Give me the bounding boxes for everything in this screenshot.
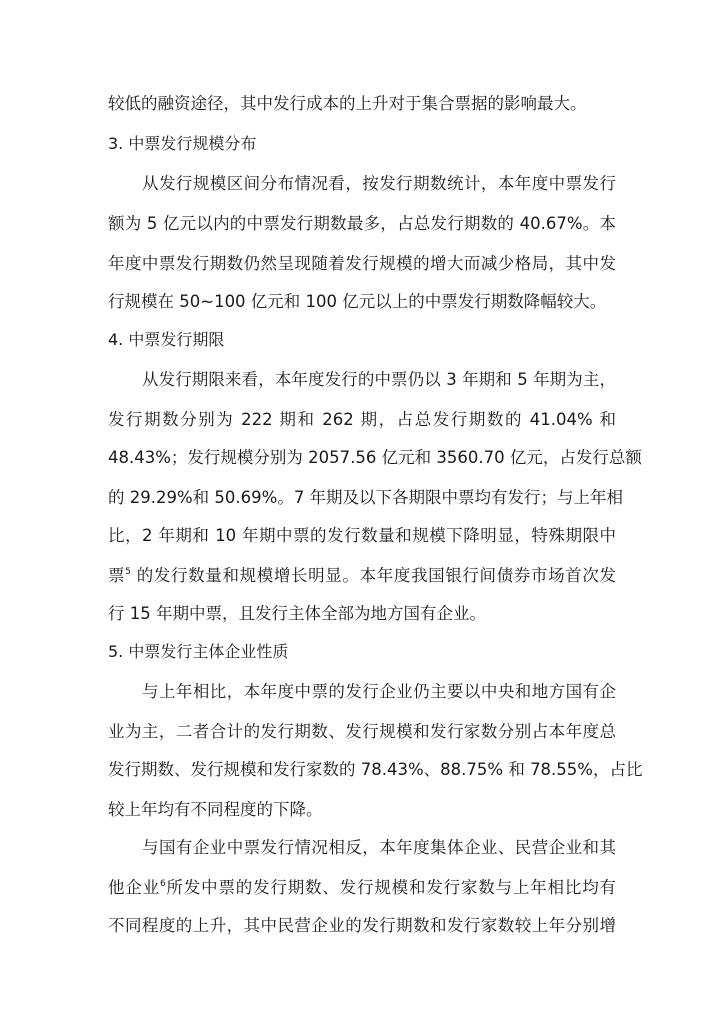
paragraph-line-with-footnote	[108, 876, 616, 900]
paragraph-line: 年度中票发行期数仍然呈现随着发行规模的增大而减少格局，其中发	[108, 254, 616, 273]
footnote-marker: 6	[159, 879, 166, 889]
section-heading-3: 3. 中票发行规模分布	[108, 134, 257, 153]
section-heading-5: 5. 中票发行主体企业性质	[108, 642, 289, 661]
paragraph-line: 较上年均有不同程度的下降。	[108, 800, 323, 819]
line-text: 所发中票的发行期数、发行规模和发行家数与上年相比均有	[165, 878, 617, 897]
paragraph-line: 行规模在 50~100 亿元和 100 亿元以上的中票发行期数降幅较大。	[108, 292, 607, 311]
paragraph-line: 与上年相比，本年度中票的发行企业仍主要以中央和地方国有企	[142, 682, 616, 701]
paragraph-line: 业为主，二者合计的发行期数、发行规模和发行家数分别占本年度总	[108, 722, 616, 741]
paragraph-line-with-footnote	[108, 564, 616, 588]
paragraph-line: 从发行规模区间分布情况看，按发行期数统计，本年度中票发行	[142, 174, 616, 193]
paragraph-line: 比，2 年期和 10 年期中票的发行数量和规模下降明显，特殊期限中	[108, 526, 616, 545]
paragraph-line: 额为 5 亿元以内的中票发行期数最多，占总发行期数的 40.67%。本	[108, 214, 616, 233]
paragraph-line: 从发行期限来看，本年度发行的中票仍以 3 年期和 5 年期为主，	[142, 370, 616, 389]
paragraph-line: 不同程度的上升，其中民营企业的发行期数和发行家数较上年分别增	[108, 916, 616, 935]
line-text: 票	[108, 566, 126, 585]
paragraph-line: 与国有企业中票发行情况相反，本年度集体企业、民营企业和其	[142, 838, 616, 857]
paragraph-line: 48.43%；发行规模分别为 2057.56 亿元和 3560.70 亿元，占发行总额	[108, 448, 642, 467]
paragraph-line: 行 15 年期中票，且发行主体全部为地方国有企业。	[108, 604, 486, 623]
paragraph-line: 发行期数分别为 222 期和 262 期，占总发行期数的 41.04% 和	[108, 410, 616, 429]
paragraph-line: 的 29.29%和 50.69%。7 年期及以下各期限中票均有发行；与上年相	[108, 488, 624, 507]
footnote-marker: 5	[125, 567, 131, 577]
paragraph-line: 发行期数、发行规模和发行家数的 78.43%、88.75% 和 78.55%，占比	[108, 760, 643, 779]
line-text: 的发行数量和规模增长明显。本年度我国银行间债券市场首次发	[136, 566, 617, 585]
paragraph-line: 较低的融资途径，其中发行成本的上升对于集合票据的影响最大。	[108, 94, 587, 113]
line-text: 他企业	[108, 878, 160, 897]
section-heading-4: 4. 中票发行期限	[108, 330, 225, 349]
